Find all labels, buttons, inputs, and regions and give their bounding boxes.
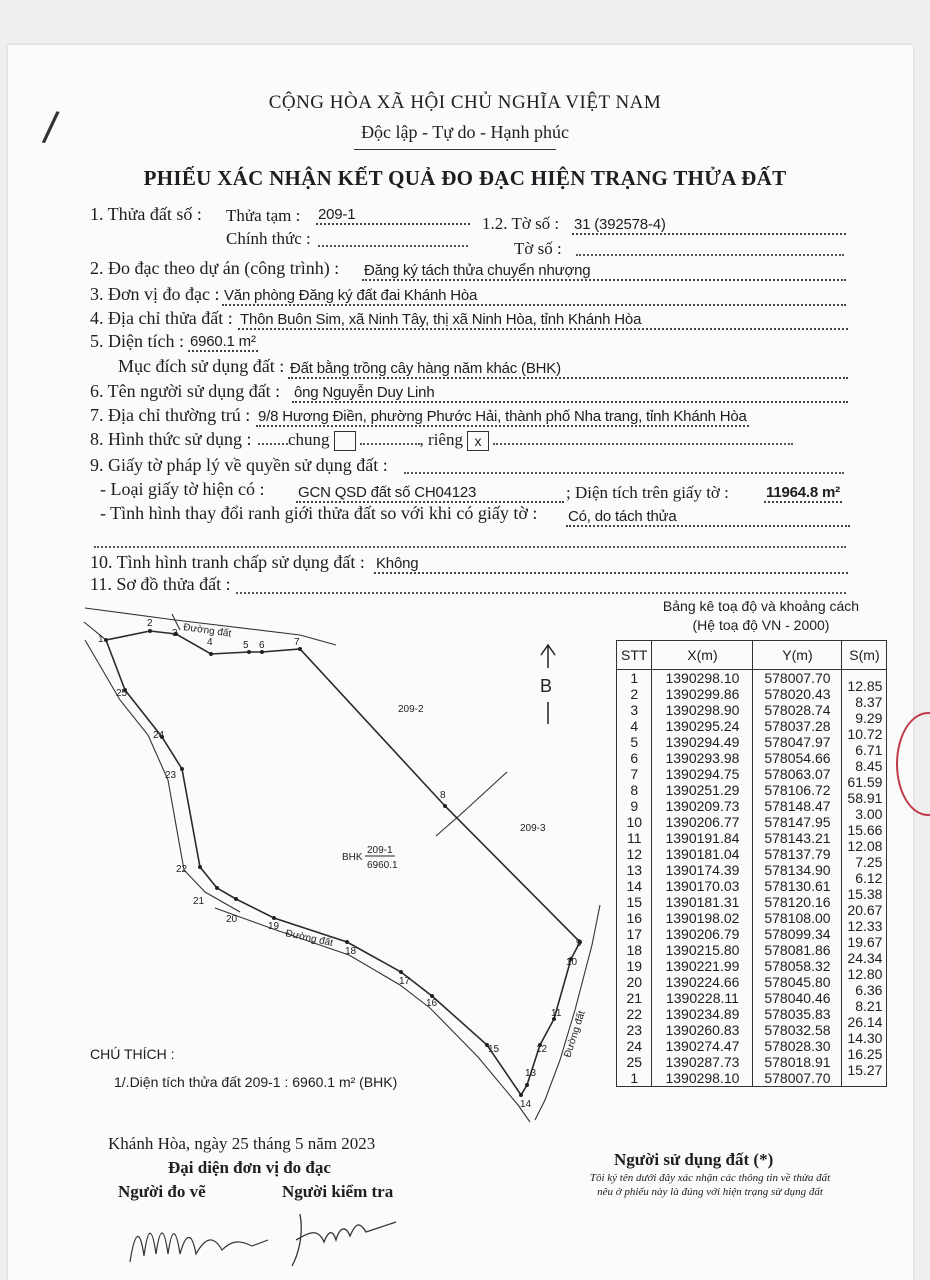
owner-note-line-2: nêu ở phiếu này là đúng với hiện trạng sử dụng đất bbox=[597, 1186, 823, 1198]
field-8-common-label: chung bbox=[288, 430, 330, 449]
owner-note-line-1: Tôi ký tên dưới đây xác nhận các thông tin về thửa đất bbox=[589, 1172, 831, 1184]
cell-s: 12.08 bbox=[842, 838, 887, 854]
field-5-label: 5. Diện tích : bbox=[90, 331, 184, 351]
cell-s: 8.45 bbox=[842, 758, 887, 774]
point-label-21: 21 bbox=[193, 896, 205, 907]
field-3-value: Văn phòng Đăng ký đất đai Khánh Hòa bbox=[222, 287, 846, 306]
cell-y: 578028.74 bbox=[753, 702, 842, 718]
point-label-1: 1 bbox=[98, 634, 104, 645]
cell-stt: 12 bbox=[617, 846, 652, 862]
cell-y: 578047.97 bbox=[753, 734, 842, 750]
field-9a-area-label: ; Diện tích trên giấy tờ : bbox=[566, 483, 729, 502]
cell-stt: 19 bbox=[617, 958, 652, 974]
field-11-label: 11. Sơ đồ thửa đất : bbox=[90, 574, 231, 594]
cell-x: 1390198.02 bbox=[652, 910, 753, 926]
road-right-edge bbox=[535, 905, 600, 1120]
cell-y: 578081.86 bbox=[753, 942, 842, 958]
field-6-value: ông Nguyễn Duy Linh bbox=[292, 384, 848, 403]
cell-stt: 2 bbox=[617, 686, 652, 702]
cell-s: 7.25 bbox=[842, 854, 887, 870]
field-1-official-label: Chính thức : bbox=[226, 229, 311, 248]
cell-stt: 7 bbox=[617, 766, 652, 782]
cell-s: 26.14 bbox=[842, 1014, 887, 1030]
field-4-label: 4. Địa chỉ thửa đất : bbox=[90, 308, 233, 328]
field-2-label: 2. Đo đạc theo dự án (công trình) : bbox=[90, 258, 340, 278]
cell-y: 578134.90 bbox=[753, 862, 842, 878]
cell-x: 1390215.80 bbox=[652, 942, 753, 958]
cell-x: 1390298.10 bbox=[652, 670, 753, 687]
point-label-20: 20 bbox=[226, 914, 238, 925]
point-label-11: 11 bbox=[551, 1008, 562, 1019]
cell-s: 12.80 bbox=[842, 966, 887, 982]
boundary-vertices bbox=[104, 629, 582, 1097]
col-header-x: X(m) bbox=[652, 641, 753, 670]
coordinate-table-body bbox=[617, 670, 887, 1087]
cell-x: 1390234.89 bbox=[652, 1006, 753, 1022]
point-label-12: 12 bbox=[536, 1044, 548, 1055]
cell-x: 1390206.79 bbox=[652, 926, 753, 942]
document-title: PHIẾU XÁC NHẬN KẾT QUẢ ĐO ĐẠC HIỆN TRẠNG THỬA ĐẤT bbox=[143, 166, 787, 190]
parcel-boundary bbox=[106, 631, 580, 1095]
field-9b-value: Có, do tách thửa bbox=[566, 508, 850, 527]
road-label-right: Đường đất bbox=[562, 1009, 588, 1059]
cell-y: 578099.34 bbox=[753, 926, 842, 942]
cell-x: 1390260.83 bbox=[652, 1022, 753, 1038]
cell-s: 9.29 bbox=[842, 710, 887, 726]
point-label-18: 18 bbox=[345, 946, 357, 957]
point-label-24: 24 bbox=[153, 730, 165, 741]
unit-representative: Đại diện đơn vị đo đạc bbox=[168, 1158, 331, 1177]
road-label-bottom: Đường đất bbox=[284, 928, 334, 949]
coord-table-subtitle: (Hệ toạ độ VN - 2000) bbox=[692, 617, 830, 633]
field-7-label: 7. Địa chỉ thường trú : bbox=[90, 405, 251, 425]
cell-stt: 9 bbox=[617, 798, 652, 814]
field-10-value: Không bbox=[374, 555, 848, 574]
purpose-value: Đất bằng trồng cây hàng năm khác (BHK) bbox=[288, 360, 848, 379]
cell-y: 578130.61 bbox=[753, 878, 842, 894]
cell-stt: 5 bbox=[617, 734, 652, 750]
field-1-temp-label: Thửa tạm : bbox=[226, 206, 301, 225]
cell-x: 1390294.49 bbox=[652, 734, 753, 750]
cell-s: 8.37 bbox=[842, 694, 887, 710]
cell-stt: 8 bbox=[617, 782, 652, 798]
cell-s: 15.66 bbox=[842, 822, 887, 838]
cell-x: 1390224.66 bbox=[652, 974, 753, 990]
cell-y: 578108.00 bbox=[753, 910, 842, 926]
field-9b-label: - Tình hình thay đổi ranh giới thửa đất so với khi có giấy tờ : bbox=[100, 503, 538, 523]
cell-y: 578037.28 bbox=[753, 718, 842, 734]
cell-stt: 14 bbox=[617, 878, 652, 894]
cell-y: 578054.66 bbox=[753, 750, 842, 766]
cell-y: 578035.83 bbox=[753, 1006, 842, 1022]
field-4-value: Thôn Buôn Sim, xã Ninh Tây, thị xã Ninh Hòa, tỉnh Khánh Hòa bbox=[238, 311, 848, 330]
cell-x: 1390299.86 bbox=[652, 686, 753, 702]
point-label-4: 4 bbox=[207, 637, 213, 648]
cell-s: 6.12 bbox=[842, 870, 887, 886]
cell-y: 578032.58 bbox=[753, 1022, 842, 1038]
cell-x: 1390298.10 bbox=[652, 1070, 753, 1087]
point-label-25: 25 bbox=[116, 688, 128, 699]
cell-stt: 24 bbox=[617, 1038, 652, 1054]
cell-stt: 4 bbox=[617, 718, 652, 734]
cell-stt: 25 bbox=[617, 1054, 652, 1070]
field-9a-label: - Loại giấy tờ hiện có : bbox=[100, 479, 265, 499]
coordinate-table bbox=[616, 640, 887, 1087]
cell-stt: 17 bbox=[617, 926, 652, 942]
point-label-6: 6 bbox=[259, 640, 265, 651]
cell-s: 16.25 bbox=[842, 1046, 887, 1062]
point-label-19: 19 bbox=[268, 921, 280, 932]
cell-x: 1390293.98 bbox=[652, 750, 753, 766]
field-1-label: 1. Thửa đất số : bbox=[90, 204, 202, 224]
cell-s: 14.30 bbox=[842, 1030, 887, 1046]
road-left-outer bbox=[85, 640, 240, 912]
cell-x: 1390221.99 bbox=[652, 958, 753, 974]
cell-s: 12.85 bbox=[842, 678, 887, 694]
checker-label: Người kiểm tra bbox=[282, 1182, 394, 1201]
parcel-number: 209-1 bbox=[367, 845, 393, 856]
cell-stt: 21 bbox=[617, 990, 652, 1006]
field-9a-value: GCN QSD đất số CH04123 bbox=[296, 484, 564, 503]
cell-y: 578040.46 bbox=[753, 990, 842, 1006]
cell-s: 15.38 bbox=[842, 886, 887, 902]
point-label-10: 10 bbox=[566, 957, 578, 968]
cell-y: 578137.79 bbox=[753, 846, 842, 862]
cell-stt: 3 bbox=[617, 702, 652, 718]
cell-s: 12.33 bbox=[842, 918, 887, 934]
col-header-stt: STT bbox=[617, 641, 652, 670]
cell-stt: 23 bbox=[617, 1022, 652, 1038]
cell-stt: 16 bbox=[617, 910, 652, 926]
nation-heading: CỘNG HÒA XÃ HỘI CHỦ NGHĨA VIỆT NAM bbox=[268, 92, 662, 113]
cell-x: 1390287.73 bbox=[652, 1054, 753, 1070]
cell-y: 578106.72 bbox=[753, 782, 842, 798]
neighbor-label-209-2: 209-2 bbox=[398, 704, 424, 715]
cell-s: 24.34 bbox=[842, 950, 887, 966]
cell-stt: 22 bbox=[617, 1006, 652, 1022]
field-1-temp-value: 209-1 bbox=[316, 206, 470, 225]
col-header-y: Y(m) bbox=[753, 641, 842, 670]
field-12-value: 31 (392578-4) bbox=[572, 216, 846, 235]
field-10-label: 10. Tình hình tranh chấp sử dụng đất : bbox=[90, 552, 365, 572]
table-row bbox=[617, 1070, 887, 1087]
cell-y: 578148.47 bbox=[753, 798, 842, 814]
cell-y: 578120.16 bbox=[753, 894, 842, 910]
field-3-label: 3. Đơn vị đo đạc : bbox=[90, 284, 220, 304]
point-label-23: 23 bbox=[165, 770, 177, 781]
cell-stt: 1 bbox=[617, 1070, 652, 1087]
point-label-22: 22 bbox=[176, 864, 188, 875]
cell-stt: 18 bbox=[617, 942, 652, 958]
legend-heading: CHÚ THÍCH : bbox=[90, 1046, 175, 1062]
point-label-16: 16 bbox=[426, 998, 438, 1009]
cell-stt: 15 bbox=[617, 894, 652, 910]
cell-y: 578028.30 bbox=[753, 1038, 842, 1054]
cell-x: 1390170.03 bbox=[652, 878, 753, 894]
cell-x: 1390295.24 bbox=[652, 718, 753, 734]
field-8-private-checkbox[interactable]: x bbox=[467, 431, 489, 451]
cell-y: 578007.70 bbox=[753, 1070, 842, 1087]
point-label-2: 2 bbox=[147, 618, 153, 629]
cell-y: 578143.21 bbox=[753, 830, 842, 846]
cell-s: 58.91 bbox=[842, 790, 887, 806]
field-8-label: 8. Hình thức sử dụng : bbox=[90, 429, 252, 449]
cell-x: 1390206.77 bbox=[652, 814, 753, 830]
cell-s: 61.59 bbox=[842, 774, 887, 790]
cell-stt: 1 bbox=[617, 670, 652, 687]
field-9-label: 9. Giấy tờ pháp lý về quyền sử dụng đất : bbox=[90, 455, 388, 475]
field-7-value: 9/8 Hương Điền, phường Phước Hải, thành phố Nha trang, tỉnh Khánh Hòa bbox=[258, 408, 747, 425]
cell-y: 578018.91 bbox=[753, 1054, 842, 1070]
drafter-label: Người đo vẽ bbox=[118, 1182, 206, 1201]
field-12-label: 1.2. Tờ số : bbox=[482, 214, 560, 233]
north-label: B bbox=[540, 676, 553, 696]
cell-s: 6.71 bbox=[842, 742, 887, 758]
point-label-13: 13 bbox=[525, 1068, 537, 1079]
cell-y: 578063.07 bbox=[753, 766, 842, 782]
cell-x: 1390251.29 bbox=[652, 782, 753, 798]
col-header-s: S(m) bbox=[842, 641, 887, 670]
parcel-code: BHK bbox=[342, 852, 363, 863]
cell-s: 20.67 bbox=[842, 902, 887, 918]
cell-x: 1390209.73 bbox=[652, 798, 753, 814]
cell-x: 1390228.11 bbox=[652, 990, 753, 1006]
margin-mark: / bbox=[40, 103, 61, 151]
cell-x: 1390191.84 bbox=[652, 830, 753, 846]
point-label-7: 7 bbox=[294, 637, 300, 648]
cell-x: 1390298.90 bbox=[652, 702, 753, 718]
cell-x: 1390274.47 bbox=[652, 1038, 753, 1054]
divider-8 bbox=[436, 772, 507, 836]
point-label-14: 14 bbox=[520, 1099, 532, 1110]
coord-table-title: Bảng kê toạ độ và khoảng cách bbox=[662, 598, 860, 614]
cell-y: 578045.80 bbox=[753, 974, 842, 990]
parcel-area: 6960.1 bbox=[367, 860, 398, 871]
cell-s: 6.36 bbox=[842, 982, 887, 998]
motto: Độc lập - Tự do - Hạnh phúc bbox=[361, 122, 569, 142]
cell-y: 578020.43 bbox=[753, 686, 842, 702]
point-label-5: 5 bbox=[243, 640, 249, 651]
cell-y: 578007.70 bbox=[753, 670, 842, 687]
field-2-value: Đăng ký tách thửa chuyển nhượng bbox=[362, 262, 846, 281]
cell-stt: 13 bbox=[617, 862, 652, 878]
parcel-outline bbox=[106, 631, 580, 1095]
cell-s: 3.00 bbox=[842, 806, 887, 822]
cell-y: 578147.95 bbox=[753, 814, 842, 830]
point-label-15: 15 bbox=[488, 1044, 500, 1055]
neighbor-label-209-3: 209-3 bbox=[520, 823, 546, 834]
field-5-value: 6960.1 m² bbox=[190, 333, 256, 350]
place-date: Khánh Hòa, ngày 25 tháng 5 năm 2023 bbox=[108, 1134, 376, 1153]
cell-s: 15.27 bbox=[842, 1062, 887, 1079]
field-9a-area-value: 11964.8 m² bbox=[766, 484, 840, 501]
purpose-label: Mục đích sử dụng đất : bbox=[118, 356, 285, 376]
cell-s: 19.67 bbox=[842, 934, 887, 950]
cell-stt: 20 bbox=[617, 974, 652, 990]
cell-x: 1390181.04 bbox=[652, 846, 753, 862]
legend-item-1: 1/.Diện tích thửa đất 209-1 : 6960.1 m² (BHK) bbox=[114, 1074, 398, 1090]
cell-y: 578058.32 bbox=[753, 958, 842, 974]
point-label-9: 9 bbox=[576, 938, 582, 949]
cell-x: 1390181.31 bbox=[652, 894, 753, 910]
point-label-17: 17 bbox=[399, 976, 411, 987]
cell-stt: 6 bbox=[617, 750, 652, 766]
field-6-label: 6. Tên người sử dụng đất : bbox=[90, 381, 281, 401]
cell-x: 1390294.75 bbox=[652, 766, 753, 782]
road-edges bbox=[84, 608, 600, 1122]
cell-stt: 10 bbox=[617, 814, 652, 830]
cell-x: 1390174.39 bbox=[652, 862, 753, 878]
cell-s: 10.72 bbox=[842, 726, 887, 742]
cell-s: 8.21 bbox=[842, 998, 887, 1014]
owner-label: Người sử dụng đất (*) bbox=[614, 1150, 774, 1169]
field-8-private-label: riêng bbox=[428, 430, 463, 449]
field-12-sheet-label: Tờ số : bbox=[514, 239, 562, 258]
point-label-8: 8 bbox=[440, 790, 446, 801]
cell-stt: 11 bbox=[617, 830, 652, 846]
road-label-top: Đường đất bbox=[182, 622, 232, 640]
point-label-3: 3 bbox=[172, 628, 178, 639]
